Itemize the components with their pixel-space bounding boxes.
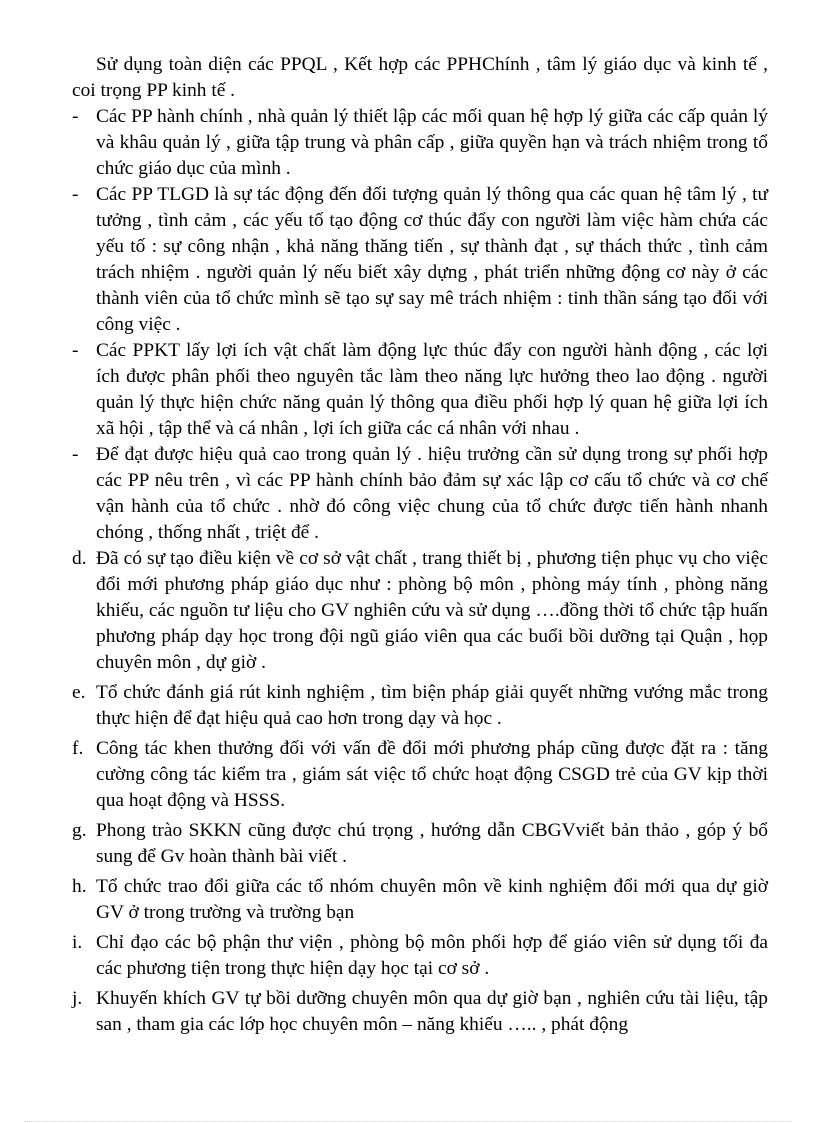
list-item	[72, 338, 768, 442]
list-item-text: Phong trào SKKN cũng được chú trọng , hướng dẫn CBGVviết bản thảo , góp ý bổ sung để Gv hoàn thành bài viết .	[96, 820, 768, 867]
list-item	[72, 930, 768, 982]
letter-marker: f.	[72, 738, 84, 759]
list-item	[72, 986, 768, 1038]
list-item-text: Các PP TLGD là sự tác động đến đối tượng quản lý thông qua các quan hệ tâm lý , tư tưởng , tình cảm , các yếu tố tạo động cơ thúc đẩy con người làm việc hàm chứa các yếu tố : sự công nhận , khả năng thăng tiến , sự thành đạt , sự thách thức , tình cảm trách nhiệm . người quản lý nếu biết xây dựng , phát triển những động cơ này ở các thành viên của tổ chức mình sẽ tạo sự say mê trách nhiệm : tinh thần sáng tạo đối với công việc .	[96, 184, 768, 335]
list-item-text: Các PPKT lấy lợi ích vật chất làm động lực thúc đẩy con người hành động , các lợi ích được phân phối theo nguyên tắc làm theo năng lực hưởng theo lao động . người quản lý thực hiện chức năng quản lý thông qua điều phối hợp lý quan hệ giữa lợi ích xã hội , tập thể và cá nhân , lợi ích giữa các cá nhân với nhau .	[96, 340, 768, 439]
list-item-text: Công tác khen thưởng đối với vấn đề đổi mới phương pháp cũng được đặt ra : tăng cường công tác kiểm tra , giám sát việc tổ chức hoạt động CSGD trẻ của GV kịp thời qua hoạt động và HSSS.	[96, 738, 768, 811]
list-item	[72, 680, 768, 732]
list-item	[72, 874, 768, 926]
list-item-text: Các PP hành chính , nhà quản lý thiết lập các mối quan hệ hợp lý giữa các cấp quản lý và khâu quản lý , giữa tập trung và phân cấp , giữa quyền hạn và trách nhiệm trong tổ chức giáo dục của mình .	[96, 106, 768, 179]
dash-marker: -	[72, 106, 79, 127]
intro-paragraph: Sử dụng toàn diện các PPQL , Kết hợp các PPHChính , tâm lý giáo dục và kinh tế , coi trọng PP kinh tế .	[72, 54, 768, 101]
letter-marker: h.	[72, 876, 87, 897]
list-item-text: Khuyến khích GV tự bồi dưỡng chuyên môn qua dự giờ bạn , nghiên cứu tài liệu, tập san , tham gia các lớp học chuyên môn – năng khiếu ….. , phát động	[96, 988, 768, 1035]
list-item-text: Tổ chức trao đổi giữa các tổ nhóm chuyên môn về kinh nghiệm đổi mới qua dự giờ GV ở trong trường và trường bạn	[96, 876, 768, 923]
list-item-text: Để đạt được hiệu quả cao trong quản lý . hiệu trưởng cần sử dụng trong sự phối hợp các PP nêu trên , vì các PP hành chính bảo đảm sự xác lập cơ cấu tổ chức và cơ chế vận hành của tổ chức . nhờ đó công việc chung của tổ chức được tiến hành nhanh chóng , thống nhất , triệt để .	[96, 444, 768, 543]
page-bottom-divider	[24, 1121, 792, 1122]
list-item	[72, 736, 768, 814]
letter-marker: e.	[72, 682, 86, 703]
list-item-text: Đã có sự tạo điều kiện về cơ sở vật chất , trang thiết bị , phương tiện phục vụ cho việc đổi mới phương pháp giáo dục như : phòng bộ môn , phòng máy tính , phòng năng khiếu, các nguồn tư liệu cho GV nghiên cứu và sử dụng ….đồng thời tổ chức tập huấn phương pháp dạy học trong đội ngũ giáo viên qua các buổi bồi dưỡng tại Quận , họp chuyên môn , dự giờ .	[96, 548, 768, 673]
lettered-list	[72, 546, 768, 1038]
list-item-text: Chỉ đạo các bộ phận thư viện , phòng bộ môn phối hợp để giáo viên sử dụng tối đa các phương tiện trong thực hiện dạy học tại cơ sở .	[96, 932, 768, 979]
letter-marker: g.	[72, 820, 87, 841]
dash-marker: -	[72, 340, 79, 361]
letter-marker: d.	[72, 548, 87, 569]
list-item	[72, 546, 768, 676]
letter-marker: j.	[72, 988, 83, 1009]
dash-marker: -	[72, 184, 79, 205]
list-item-text: Tổ chức đánh giá rút kinh nghiệm , tìm biện pháp giải quyết những vướng mắc trong thực hiện để đạt hiệu quả cao hơn trong dạy và học .	[96, 682, 768, 729]
letter-marker: i.	[72, 932, 83, 953]
list-item	[72, 182, 768, 338]
dash-marker: -	[72, 444, 79, 465]
document-page	[72, 52, 768, 1038]
list-item	[72, 104, 768, 182]
dash-list	[72, 104, 768, 546]
list-item	[72, 442, 768, 546]
list-item	[72, 818, 768, 870]
